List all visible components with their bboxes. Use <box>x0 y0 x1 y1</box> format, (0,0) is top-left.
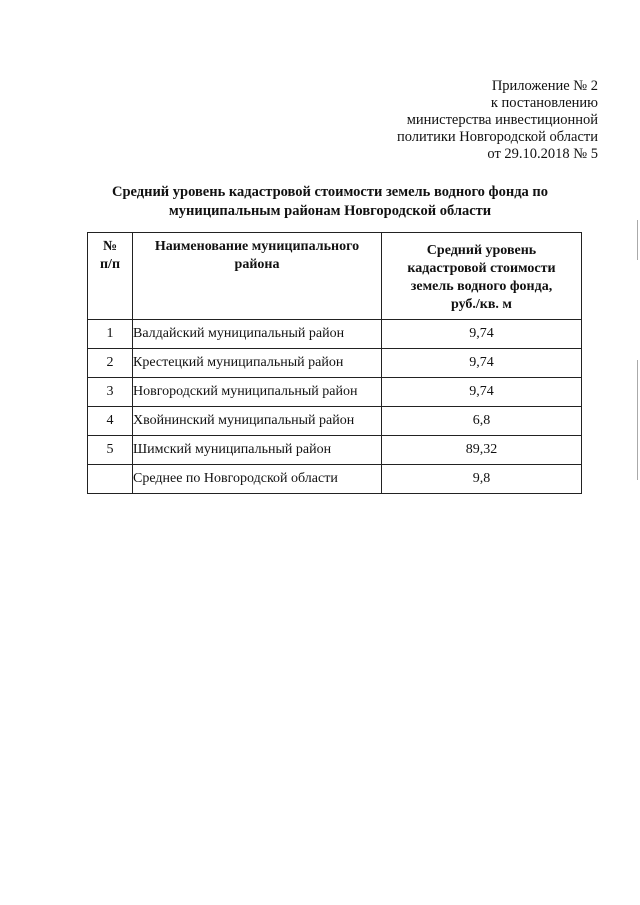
table-row <box>88 378 582 407</box>
row-district-name: Среднее по Новгородской области <box>133 465 382 494</box>
row-number: 4 <box>88 407 133 436</box>
row-value: 89,32 <box>382 436 582 465</box>
row-number: 1 <box>88 320 133 349</box>
annex-line: Приложение № 2 <box>491 78 598 94</box>
row-number: 5 <box>88 436 133 465</box>
header-number: № п/п <box>88 233 133 320</box>
annex-header <box>397 78 598 163</box>
row-value: 9,8 <box>382 465 582 494</box>
row-number: 3 <box>88 378 133 407</box>
table-header-row <box>88 233 582 320</box>
header-average-value: Средний уровень кадастровой стоимости земель водного фонда, руб./кв. м <box>382 233 582 320</box>
annex-line: от 29.10.2018 № 5 <box>487 146 598 162</box>
annex-line: министерства инвестиционной <box>406 112 598 128</box>
table-row <box>88 436 582 465</box>
row-district-name: Крестецкий муниципальный район <box>133 349 382 378</box>
row-district-name: Новгородский муниципальный район <box>133 378 382 407</box>
row-district-name: Шимский муниципальный район <box>133 436 382 465</box>
title-line-1: Средний уровень кадастровой стоимости земель водного фонда по <box>111 184 549 200</box>
scan-edge-mark <box>637 220 638 260</box>
annex-line: к постановлению <box>490 95 598 111</box>
title-line-2: муниципальным районам Новгородской области <box>168 203 492 219</box>
row-value: 9,74 <box>382 349 582 378</box>
table-row <box>88 407 582 436</box>
row-value: 6,8 <box>382 407 582 436</box>
document-title <box>60 183 600 221</box>
scan-edge-mark <box>637 360 638 480</box>
row-value: 9,74 <box>382 320 582 349</box>
row-number: 2 <box>88 349 133 378</box>
cadastral-value-table <box>87 232 582 494</box>
table-row <box>88 320 582 349</box>
annex-line: политики Новгородской области <box>396 129 598 145</box>
row-number <box>88 465 133 494</box>
table-row <box>88 349 582 378</box>
table-row-average <box>88 465 582 494</box>
header-district-name: Наименование муниципального района <box>133 233 382 320</box>
row-district-name: Валдайский муниципальный район <box>133 320 382 349</box>
row-value: 9,74 <box>382 378 582 407</box>
row-district-name: Хвойнинский муниципальный район <box>133 407 382 436</box>
